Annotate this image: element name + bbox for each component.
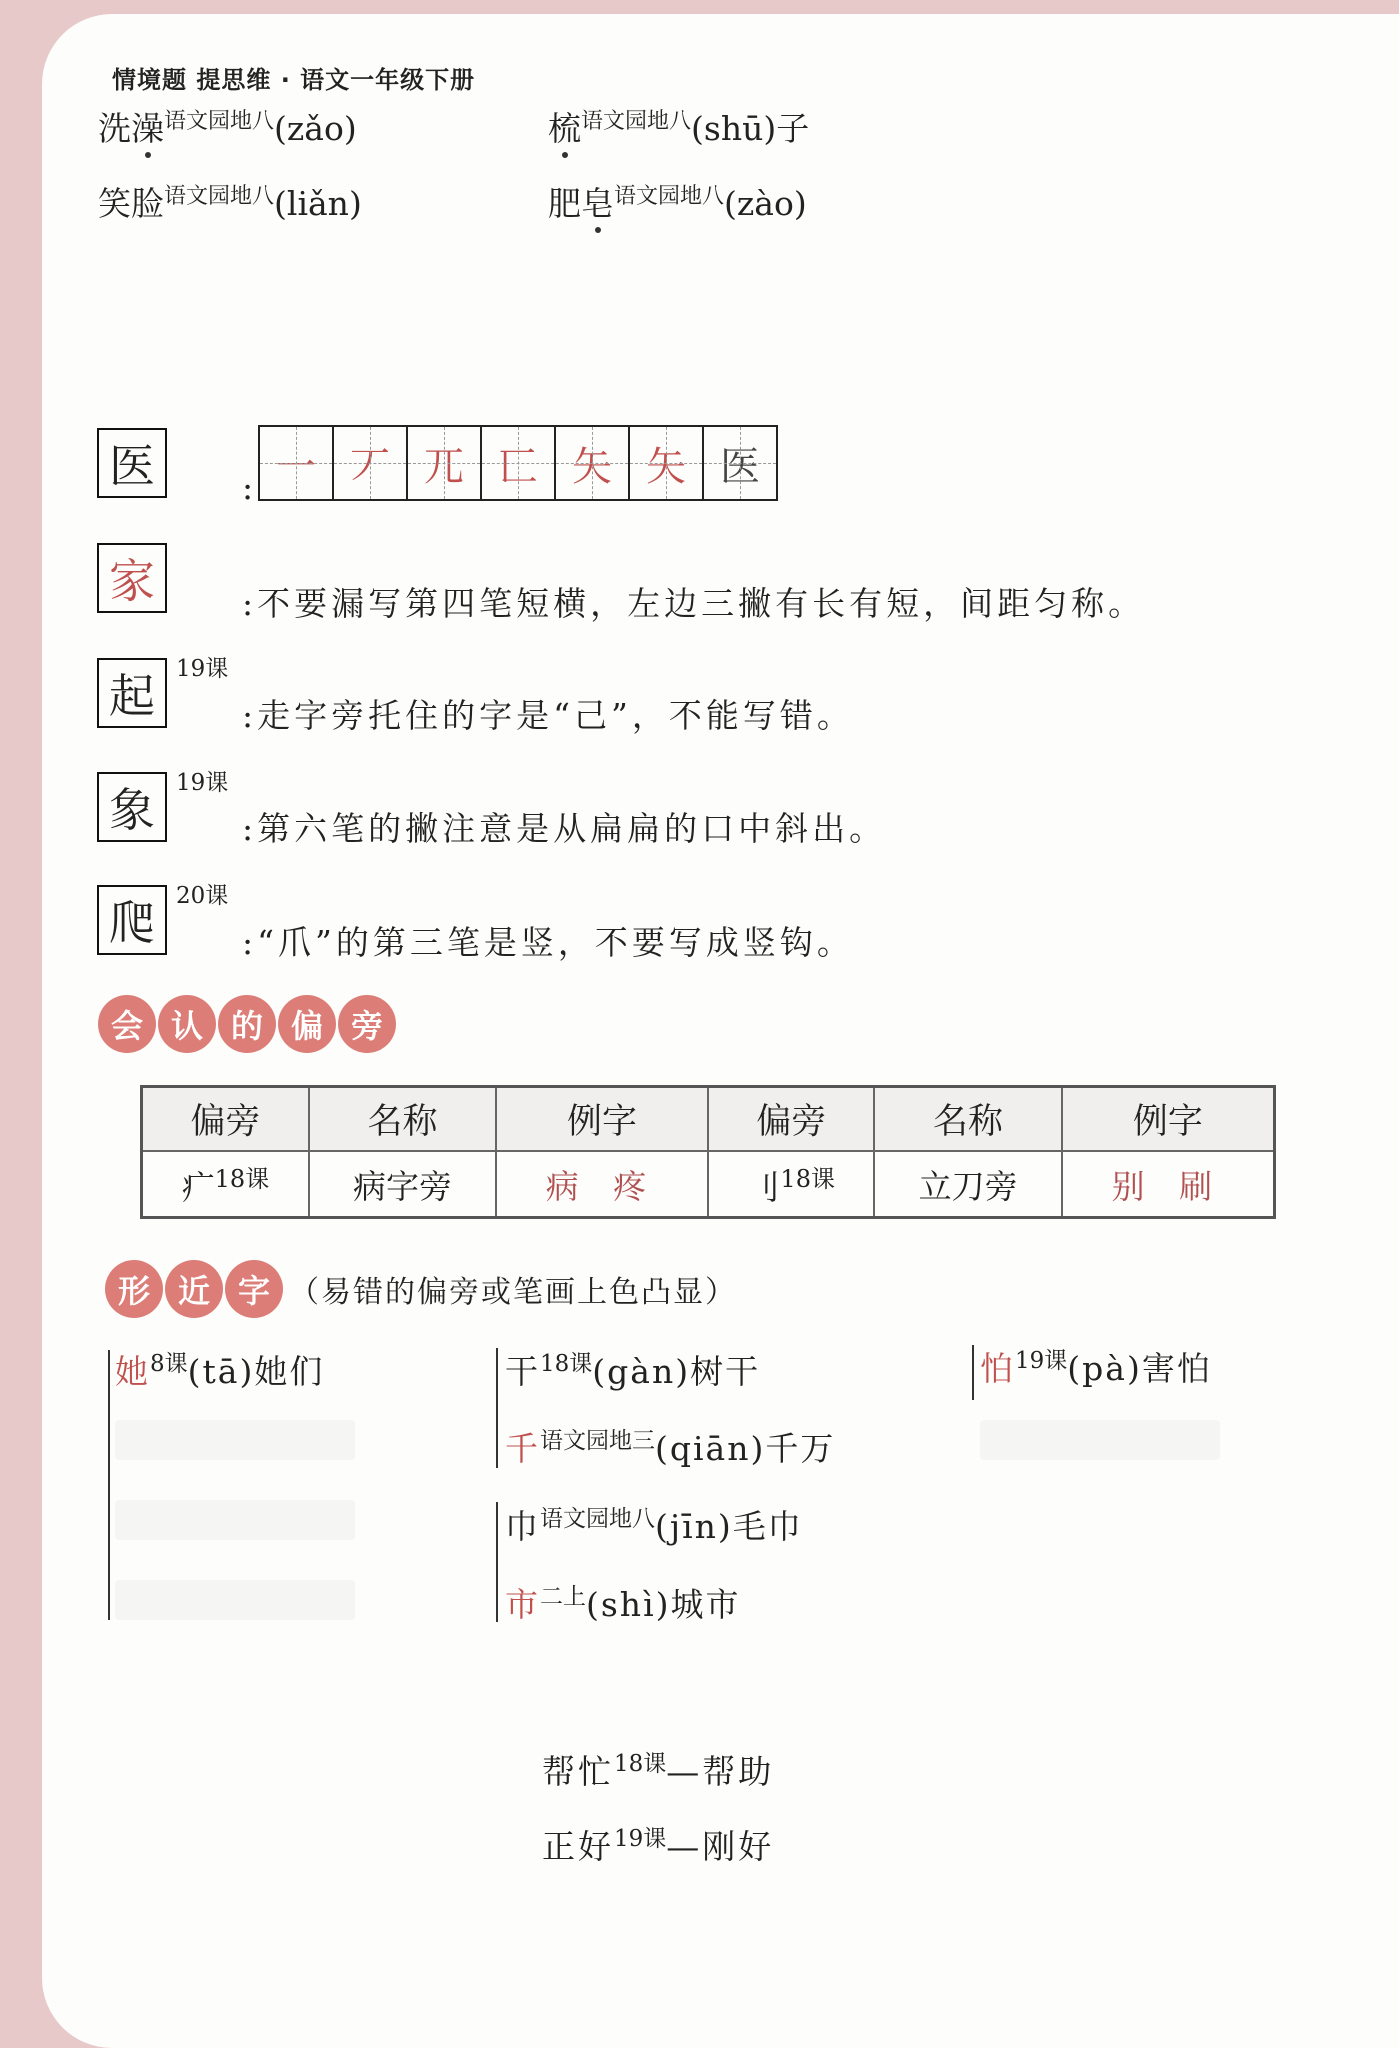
char-box-qi: 起: [97, 658, 167, 728]
writing-tip-jia: :不要漏写第四笔短横，左边三撇有长有短，间距匀称。: [242, 584, 1146, 623]
table-cell: 别 刷: [1062, 1151, 1275, 1218]
page-header: 情境题 提思维 · 语文一年级下册: [112, 66, 476, 94]
pinyin-word-2: 梳$^{语文园地八}$(shū)子: [548, 103, 809, 150]
stroke-cell: 兀: [408, 427, 482, 499]
char-box-yi: 医: [97, 428, 167, 498]
table-cell: 病字旁: [309, 1151, 496, 1218]
char-box-pa: 爬: [97, 885, 167, 955]
brace: [108, 1350, 110, 1620]
writing-tip-xiang: :第六笔的撇注意是从扁扁的口中斜出。: [242, 809, 887, 848]
pinyin-word-4: 肥皂$^{语文园地八}$(zào): [548, 178, 807, 225]
stroke-cell: 匸: [482, 427, 556, 499]
synonym-pair-1: 帮忙$^{18课}$—帮助: [542, 1751, 775, 1791]
table-header: 偏旁: [142, 1087, 309, 1152]
colon: :: [242, 468, 254, 507]
stroke-cell: 矢: [556, 427, 630, 499]
similar-char-qian: 千$^{语文园地三}$(qiān)千万: [505, 1428, 836, 1468]
table-header: 名称: [309, 1087, 496, 1152]
blurred-line: [115, 1500, 355, 1540]
lesson-label: 19课: [176, 770, 229, 796]
stroke-order-grid: [258, 425, 778, 501]
table-row: [142, 1151, 1275, 1218]
similar-char-ta: 她$^{8课}$(tā)她们: [115, 1351, 325, 1391]
table-header: 例字: [1062, 1087, 1275, 1152]
section-title-radicals: 会 认 的 偏 旁: [98, 995, 396, 1053]
similar-char-pa: 怕$^{19课}$(pà)害怕: [980, 1348, 1212, 1388]
brace: [496, 1348, 498, 1468]
brace: [972, 1345, 974, 1400]
section-title-similar: 形 近 字 （易错的偏旁或笔画上色凸显）: [105, 1260, 737, 1318]
pinyin-word-1: 洗澡$^{语文园地八}$(zǎo): [98, 103, 357, 150]
stroke-cell: 医: [704, 427, 776, 499]
char-box-jia: 家: [97, 543, 167, 613]
stroke-cell: 一: [260, 427, 334, 499]
blurred-line: [980, 1420, 1220, 1460]
synonym-pair-2: 正好$^{19课}$—刚好: [542, 1826, 775, 1866]
similar-char-jin: 巾$^{语文园地八}$(jīn)毛巾: [505, 1506, 803, 1546]
table-cell: 疒$^{18课}$: [142, 1151, 309, 1218]
table-header: 偏旁: [708, 1087, 874, 1152]
lesson-label: 20课: [176, 883, 229, 909]
table-header: 名称: [874, 1087, 1061, 1152]
table-header-row: [142, 1087, 1275, 1152]
table-header: 例字: [496, 1087, 708, 1152]
writing-tip-qi: :走字旁托住的字是“己”，不能写错。: [242, 696, 854, 735]
similar-char-gan: 干$^{18课}$(gàn)树干: [505, 1351, 761, 1391]
lesson-label: 19课: [176, 656, 229, 682]
blurred-line: [115, 1420, 355, 1460]
pinyin-word-3: 笑脸$^{语文园地八}$(liǎn): [98, 184, 362, 223]
writing-tip-pa: :“爪”的第三笔是竖，不要写成竖钩。: [242, 923, 854, 962]
blurred-line: [115, 1580, 355, 1620]
table-cell: 刂$^{18课}$: [708, 1151, 874, 1218]
table-cell: 立刀旁: [874, 1151, 1061, 1218]
stroke-cell: 丆: [334, 427, 408, 499]
stroke-cell: 矢: [630, 427, 704, 499]
brace: [496, 1502, 498, 1622]
radicals-table: [140, 1085, 1276, 1219]
table-cell: 病 疼: [496, 1151, 708, 1218]
char-box-xiang: 象: [97, 772, 167, 842]
similar-char-shi: 市$^{二上}$(shì)城市: [505, 1584, 741, 1624]
